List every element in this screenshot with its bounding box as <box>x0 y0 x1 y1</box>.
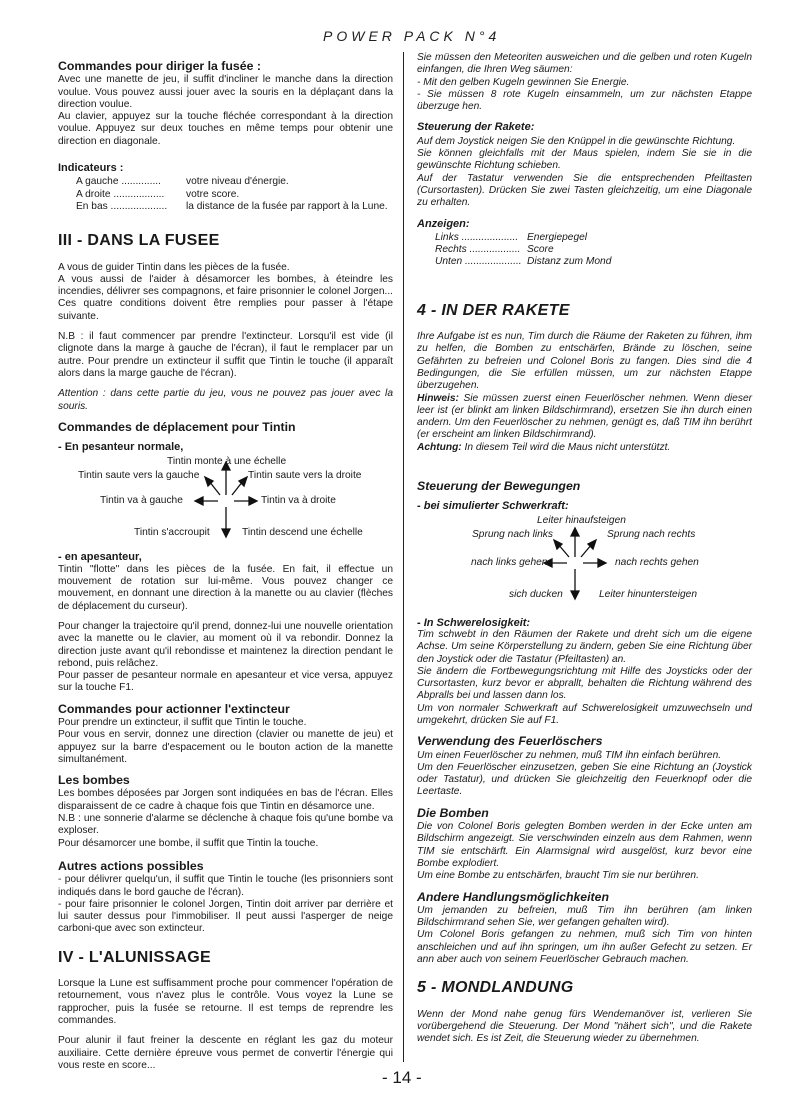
body-text: Ihre Aufgabe ist es nun, Tim durch die Räume der Raketen zu führen, ihm zu helfen, die Bomben zu entschärfen, Brände zu löschen, seine Gefährten zu befreien und Colonel Boris zu fangen. Dies sind die 4 Bedingungen, die Sie erfüllen müssen, um zur nächsten Etappe überzugehen. <box>417 331 752 392</box>
paragraph: - pour délivrer quelqu'un, il suffit que Tintin le touche (les prisonniers sont indiqués dans le bord gauche de l'écran). <box>58 874 393 898</box>
running-header: POWER PACK N°4 <box>323 28 501 44</box>
indicator-value: votre score. <box>186 188 240 200</box>
paragraph: Sie müssen den Meteoriten ausweichen und die gelben und roten Kugeln einfangen, die Ihren Weg säumen: <box>417 52 752 76</box>
chapter-heading: 5 - MONDLANDUNG <box>417 979 574 997</box>
label: Hinweis: <box>417 392 459 404</box>
diagram-label-up: Leiter hinaufsteigen <box>537 514 626 526</box>
direction-diagram <box>58 456 393 545</box>
paragraph: Um eine Bombe zu entschärfen, braucht Tim sie nur berühren. <box>417 870 699 882</box>
paragraph: Les bombes déposées par Jorgen sont indiquées en bas de l'écran. Elles disparaissent de ce cadre à chaque fois que Tintin en désamorce une. <box>58 788 393 812</box>
indicator-key: Links .................... <box>435 231 519 243</box>
paragraph: Die von Colonel Boris gelegten Bomben werden in der Ecke unten am Bildschirm angezeigt. Sie verschwinden einzeln aus dem Rahmen, wenn TIM sie entschärft. Ein Alarmsignal wird ausgelöst, kurz bevor eine Bombe explodiert. <box>417 821 752 869</box>
paragraph: - Mit den gelben Kugeln gewinnen Sie Energie. <box>417 76 630 88</box>
paragraph: Um jemanden zu befreien, muß Tim ihn berühren (am linken Bildschirmrand sehen Sie, wer gefangen gehalten wird). <box>417 904 752 929</box>
indicator-value: votre niveau d'énergie. <box>186 176 289 188</box>
label: Achtung: <box>417 441 462 453</box>
diagram-label-up: Tintin monte à une échelle <box>167 456 287 468</box>
paragraph: Auf der Tastatur verwenden Sie die entsprechenden Pfeiltasten (Cursortasten). Drücken Sie zwei Tasten gleichzeitig, um eine Diagonale zu erhalten. <box>417 172 752 209</box>
paragraph: N.B : il faut commencer par prendre l'extincteur. Lorsqu'il est vide (il clignote dans la marge à gauche de l'écran), il faut le remplacer par un autre. Pour prendre un extincteur il suffit que Tintin le touche (il apparaît alors dans la marge gauche de l'écran). <box>58 331 393 379</box>
indicator-value: Energiepegel <box>527 231 588 243</box>
sub-heading: - In Schwerelosigkeit: <box>417 616 531 629</box>
paragraph: Um Colonel Boris gefangen zu nehmen, muß sich Tim von hinten anschleichen und auf ihn springen, um ihn außer Gefecht zu setzen. Er ann aber auch von seinem Feuerlöscher Gebrauch machen. <box>417 929 752 966</box>
paragraph: Pour alunir il faut freiner la descente en réglant les gaz du moteur auxiliaire. Cette dernière épreuve vous permet de convertir l'énergie qui vous reste en score... <box>58 1035 393 1071</box>
indicator-value: Score <box>527 244 554 256</box>
paragraph <box>417 331 752 454</box>
diagram-label-downright: Tintin descend une échelle <box>242 527 363 539</box>
section-heading: Steuerung der Bewegungen <box>417 479 581 494</box>
indicator-key: En bas .................... <box>76 200 168 212</box>
paragraph: Tim schwebt in den Räumen der Rakete und dreht sich um die eigene Achse. Um seine Körperstellung zu ändern, geben Sie eine Richtung über den Joystick oder die Tastatur (Pfeiltasten) an. <box>417 628 752 665</box>
chapter-heading: 4 - IN DER RAKETE <box>417 301 570 319</box>
paragraph: Pour vous en servir, donnez une direction (clavier ou manette de jeu) et appuyez sur la barre d'espacement ou le bouton action de la manette simultanément. <box>58 729 393 765</box>
paragraph: Auf dem Joystick neigen Sie den Knüppel in die gewünschte Richtung. <box>417 135 736 147</box>
indicator-key: Unten .................... <box>435 256 522 268</box>
section-heading: Steuerung der Rakete: <box>417 121 535 134</box>
paragraph: Um einen Feuerlöscher zu nehmen, muß TIM ihn einfach berühren. <box>417 749 722 761</box>
diagram-label-upright: Tintin saute vers la droite <box>248 470 362 482</box>
paragraph: Um von normaler Schwerkraft auf Schwerelosigkeit umzuwechseln und umgekehrt, drücken Sie auf F1. <box>417 702 752 726</box>
paragraph: Pour passer de pesanteur normale en apesanteur et vice versa, appuyez sur la touche F1. <box>58 670 393 694</box>
paragraph: Pour changer la trajectoire qu'il prend, donnez-lui une nouvelle orientation avec la manette ou le clavier, au moment où il va rebondir. Donnez la direction juste avant qu'il rebondisse et maintenez la direction pendant le rebond, puis relâchez. <box>58 620 393 669</box>
indicator-key: A gauche .............. <box>76 176 161 188</box>
sub-heading: - en apesanteur, <box>58 551 142 564</box>
body-text: In diesem Teil wird die Maus nicht unterstützt. <box>461 441 671 453</box>
indicator-value: Distanz zum Mond <box>527 256 612 268</box>
paragraph: A vous aussi de l'aider à désamorcer les bombes, à éteindre les incendies, délivrer ses compagnons, et faire prisonnier le colonel Jorgen... Ces quatre conditions doivent être remplies pour passer à l'étape suivante. <box>58 273 393 322</box>
section-heading: Commandes de déplacement pour Tintin <box>58 419 296 434</box>
indicator-value: la distance de la fusée par rapport à la Lune. <box>186 200 388 212</box>
sub-heading: - bei simulierter Schwerkraft: <box>417 500 569 513</box>
diagram-label-right: Tintin va à droite <box>261 495 336 507</box>
section-heading: Die Bomben <box>417 805 489 820</box>
section-heading: Autres actions possibles <box>58 858 204 873</box>
section-heading: Verwendung des Feuerlöschers <box>417 734 603 749</box>
indicators-list <box>435 232 752 269</box>
indicators-list <box>76 176 393 213</box>
section-heading: Les bombes <box>58 773 130 788</box>
paragraph: Attention : dans cette partie du jeu, vous ne pouvez pas jouer avec la souris. <box>58 388 393 412</box>
paragraph: A vous de guider Tintin dans les pièces de la fusée. <box>58 261 290 273</box>
direction-arrows <box>417 519 752 609</box>
paragraph: Au clavier, appuyez sur la touche fléchée correspondant à la direction voulue. Appuyez sur deux touches en même temps pour obtenir une direction en diagonale. <box>58 111 393 147</box>
indicators-heading: Anzeigen: <box>417 217 470 230</box>
paragraph: Pour désamorcer une bombe, il suffit que Tintin la touche. <box>58 837 319 849</box>
chapter-heading: III - DANS LA FUSEE <box>58 232 220 250</box>
paragraph: Pour prendre un extincteur, il suffit que Tintin le touche. <box>58 716 307 728</box>
diagram-label-upright: Sprung nach rechts <box>607 528 696 540</box>
indicators-heading: Indicateurs : <box>58 162 124 175</box>
diagram-label-downleft: sich ducken <box>509 588 563 600</box>
paragraph: Tintin "flotte" dans les pièces de la fusée. En fait, il effectue un mouvement de rotation sur lui-même. Vous pouvez changer ce mouvement, en donnant une direction à la manette ou au clavier (flèches de déplacement du curseur). <box>58 563 393 612</box>
paragraph: Sie können gleichfalls mit der Maus spielen, indem Sie sie in die gewünschte Richtung schieben. <box>417 148 752 172</box>
french-column <box>58 52 393 1080</box>
sub-heading: - En pesanteur normale, <box>58 441 184 454</box>
diagram-label-right: nach rechts gehen <box>615 556 699 568</box>
diagram-label-downright: Leiter hinuntersteigen <box>599 588 697 600</box>
paragraph: Wenn der Mond nahe genug fürs Wendemanöver ist, verlieren Sie vorübergehend die Steuerung. Der Mond "nähert sich", und die Rakete wendet sich. Es ist Zeit, die Steuerung wieder zu übernehmen. <box>417 1008 752 1045</box>
section-heading: Andere Handlungsmöglichkeiten <box>417 889 609 904</box>
paragraph: - pour faire prisonnier le colonel Jorgen, Tintin doit arriver par derrière et lui sauter dessus pour l'immobiliser. Il peut aussi l'asperger de neige carboni-que avec son extincteur. <box>58 898 393 935</box>
diagram-label-upleft: Tintin saute vers la gauche <box>78 470 200 482</box>
paragraph: Avec une manette de jeu, il suffit d'incliner le manche dans la direction voulue. Vous pouvez aussi jouer avec la souris en la déplaçant dans la direction voulue. <box>58 74 393 110</box>
section-heading: Commandes pour diriger la fusée : <box>58 59 261 73</box>
diagram-label-upleft: Sprung nach links <box>472 528 553 540</box>
chapter-heading: IV - L'ALUNISSAGE <box>58 948 211 966</box>
section-heading: Commandes pour actionner l'extincteur <box>58 701 290 716</box>
paragraph: Um den Feuerlöscher einzusetzen, geben Sie eine Richtung an (Joystick oder Tastatur), und drücken Sie gleichzeitig den Feuerknopf oder die Leertaste. <box>417 761 752 798</box>
paragraph: Lorsque la Lune est suffisamment proche pour commencer l'opération de retournement, vous n'avez plus le contrôle. Vous voyez la Lune se rapprocher, puis la fusée se retourne. Il est temps de reprendre les commandes. <box>58 978 393 1026</box>
body-text: Sie müssen zuerst einen Feuerlöscher nehmen. Wenn dieser leer ist (er blinkt am linken Bildschirmrand), ersetzen Sie ihn durch einen andern. Um den Feuerlöscher zu nehmen, genügt es, daß TIM ihn berührt (er erscheint am linken Bildschirmrand). <box>417 392 752 441</box>
paragraph: N.B : une sonnerie d'alarme se déclenche à chaque fois qu'une bombe va exploser. <box>58 813 393 837</box>
indicator-key: Rechts .................. <box>435 244 521 256</box>
direction-diagram <box>417 514 752 609</box>
diagram-label-left: Tintin va à gauche <box>100 495 183 507</box>
diagram-label-downleft: Tintin s'accroupit <box>134 527 210 539</box>
german-column <box>417 52 752 1054</box>
indicator-key: A droite .................. <box>76 188 165 200</box>
paragraph: - Sie müssen 8 rote Kugeln einsammeln, um zur nächsten Etappe überzuge hen. <box>417 88 752 113</box>
diagram-label-left: nach links gehen <box>471 556 548 568</box>
page-number: - 14 - <box>382 1068 422 1087</box>
paragraph: Sie ändern die Fortbewegungsrichtung mit Hilfe des Joysticks oder der Cursortasten, kurz bevor er abprallt, behalten die Richtung während des Abpralls bei und lassen dann los. <box>417 665 752 702</box>
column-divider <box>403 52 404 1062</box>
